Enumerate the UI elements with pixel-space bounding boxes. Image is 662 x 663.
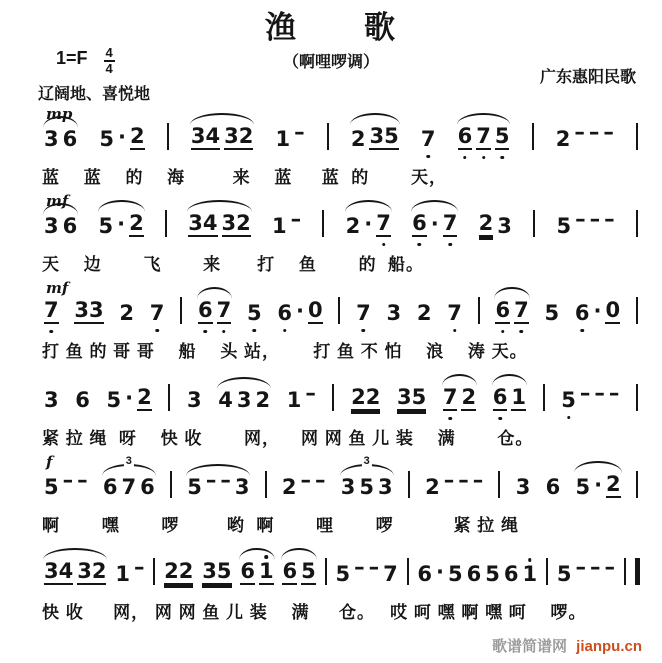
note-token: 7 bbox=[476, 124, 491, 148]
note-token: 3 bbox=[378, 475, 393, 499]
notes-row bbox=[42, 280, 640, 324]
note-token: – bbox=[77, 468, 88, 492]
note-token: 22 bbox=[351, 385, 381, 409]
note-token: 3 bbox=[340, 475, 356, 499]
note-token: 6 bbox=[282, 559, 298, 583]
note-token: · bbox=[118, 125, 126, 149]
note-token: · bbox=[430, 212, 439, 236]
slur-group bbox=[456, 126, 512, 150]
slur-group bbox=[42, 216, 79, 237]
barline bbox=[543, 384, 545, 411]
note-group bbox=[542, 303, 561, 324]
notes-row bbox=[42, 454, 640, 498]
note-token: 0 bbox=[307, 298, 323, 322]
slur-group bbox=[349, 126, 401, 150]
subtitle: （啊哩啰调） bbox=[282, 54, 379, 71]
note-token: 2 bbox=[461, 385, 477, 409]
note-token: 3 bbox=[44, 388, 59, 412]
slur-group bbox=[216, 390, 272, 411]
note-token: 22 bbox=[164, 559, 194, 583]
triplet-group bbox=[101, 455, 157, 499]
note-token: 5 bbox=[494, 124, 510, 148]
note-token: 5 bbox=[187, 475, 202, 499]
dynamic-marking: mp bbox=[46, 105, 73, 123]
lyrics-row: 天 边 飞 来 打 鱼 的 船。 bbox=[42, 255, 425, 274]
note-token: 2 bbox=[281, 475, 297, 499]
note-token: 6 bbox=[75, 388, 90, 412]
note-token: – bbox=[133, 555, 145, 579]
notes-row bbox=[42, 541, 640, 585]
note-token: · bbox=[125, 386, 134, 410]
note-token: 2 bbox=[137, 385, 152, 409]
barline bbox=[338, 297, 340, 324]
barline bbox=[478, 297, 480, 324]
note-token: 1 bbox=[272, 214, 287, 238]
note-token: – bbox=[305, 381, 316, 405]
note-token: – bbox=[589, 555, 601, 579]
note-token: – bbox=[300, 468, 312, 492]
note-token: 1 bbox=[275, 127, 291, 151]
slur-group bbox=[42, 129, 79, 150]
note-token: 35 bbox=[202, 559, 232, 583]
note-group bbox=[573, 300, 622, 324]
note-token: – bbox=[604, 207, 615, 231]
slur-group bbox=[410, 213, 459, 237]
lyrics-row: 快 收 网， 网 网 鱼 儿 装 满 仓。 哎 呵 嘿 啊 嘿 呵 啰。 bbox=[42, 603, 587, 622]
note-token: 7 bbox=[216, 298, 232, 322]
note-token: 5 bbox=[106, 388, 122, 412]
note-token: 6 bbox=[495, 298, 511, 322]
barline bbox=[636, 297, 638, 324]
tempo-marking: 辽阔地、喜悦地 bbox=[38, 86, 151, 103]
note-token: · bbox=[593, 299, 602, 323]
slur-group bbox=[185, 468, 251, 499]
note-group bbox=[554, 120, 616, 151]
lyrics-row: 紧 拉 绳 呀 快 收 网， 网 网 鱼 儿 装 满 仓。 bbox=[42, 429, 534, 448]
note-token: · bbox=[436, 560, 445, 584]
dynamic-marking: f bbox=[46, 453, 53, 471]
score-line bbox=[42, 367, 640, 454]
note-token: 34 bbox=[44, 559, 74, 583]
note-token: 34 bbox=[188, 211, 218, 235]
note-token: 3 bbox=[186, 388, 202, 412]
note-token: 2 bbox=[129, 124, 145, 148]
barline bbox=[636, 123, 638, 150]
note-token: 4 bbox=[218, 388, 233, 412]
note-token: 5 bbox=[335, 562, 351, 586]
note-token: 2 bbox=[416, 301, 432, 325]
note-token: 6 bbox=[466, 562, 482, 586]
note-group bbox=[555, 555, 617, 586]
note-token: 6 bbox=[492, 385, 508, 409]
song-credit: 广东惠阳民歌 bbox=[539, 69, 636, 86]
barline bbox=[170, 471, 172, 498]
slur-group bbox=[97, 213, 146, 237]
note-token: 5 bbox=[359, 475, 375, 499]
dynamic-marking: mf bbox=[46, 279, 69, 297]
note-group bbox=[415, 303, 434, 324]
note-token: 7 bbox=[376, 211, 391, 235]
note-token: · bbox=[364, 212, 373, 236]
note-token: – bbox=[579, 381, 591, 405]
note-group bbox=[200, 561, 233, 585]
note-token: 6 bbox=[412, 211, 427, 235]
note-group bbox=[445, 303, 464, 324]
note-group bbox=[333, 555, 399, 586]
note-token: – bbox=[575, 207, 586, 231]
watermark-site-name: 歌谱简谱网 bbox=[491, 638, 567, 655]
note-group bbox=[273, 120, 306, 151]
note-group bbox=[245, 303, 264, 324]
note-token: – bbox=[290, 207, 302, 231]
note-token: 5 bbox=[246, 301, 262, 325]
slur-group bbox=[196, 300, 233, 324]
note-token: 6 bbox=[240, 559, 255, 583]
score-line bbox=[42, 193, 640, 280]
note-token: 1 bbox=[522, 562, 538, 586]
note-token: 5 bbox=[556, 562, 572, 586]
note-token: 7 bbox=[442, 385, 458, 409]
note-token: 6 bbox=[62, 214, 78, 238]
note-token: 7 bbox=[442, 211, 458, 235]
note-token: 5 bbox=[448, 562, 463, 586]
note-group bbox=[423, 468, 485, 499]
barline bbox=[546, 558, 548, 585]
note-group bbox=[419, 129, 438, 150]
note-token: 7 bbox=[44, 298, 59, 322]
note-token: 35 bbox=[396, 385, 427, 409]
barline bbox=[332, 384, 334, 411]
note-token: 6 bbox=[277, 301, 292, 325]
note-token: 6 bbox=[102, 475, 118, 499]
score-line bbox=[42, 280, 640, 367]
note-token: – bbox=[458, 468, 469, 492]
slur-group bbox=[493, 300, 530, 324]
note-token: 2 bbox=[425, 475, 440, 499]
barline bbox=[153, 558, 155, 585]
slur-group bbox=[491, 387, 528, 411]
note-token: · bbox=[117, 212, 126, 236]
slur-group bbox=[238, 561, 275, 585]
note-group bbox=[42, 300, 61, 324]
note-token: 1 bbox=[115, 562, 130, 586]
note-token: 2 bbox=[119, 301, 135, 325]
note-group bbox=[42, 468, 90, 499]
note-token: 3 bbox=[386, 301, 402, 325]
lyrics-row: 蓝 蓝 的 海 来 蓝 蓝 的 天， bbox=[42, 168, 447, 187]
note-token: 5 bbox=[44, 475, 59, 499]
watermark bbox=[492, 635, 642, 656]
note-group bbox=[385, 303, 404, 324]
note-token: 3 bbox=[497, 214, 512, 238]
note-token: 5 bbox=[561, 388, 576, 412]
note-group bbox=[514, 477, 533, 498]
triplet-number: 3 bbox=[125, 455, 132, 467]
note-token: 7 bbox=[356, 301, 371, 325]
note-group bbox=[185, 390, 204, 411]
note-token: 6 bbox=[140, 475, 155, 499]
note-token: – bbox=[472, 468, 484, 492]
note-token: · bbox=[594, 473, 603, 497]
note-token: · bbox=[295, 299, 304, 323]
notes-row bbox=[42, 367, 640, 411]
note-group bbox=[477, 213, 514, 237]
watermark-site-url: jianpu.cn bbox=[576, 638, 642, 655]
note-token: – bbox=[443, 468, 455, 492]
score-line bbox=[42, 541, 640, 628]
note-token: 1 bbox=[511, 385, 526, 409]
note-token: – bbox=[608, 381, 620, 405]
note-token: 6 bbox=[417, 562, 433, 586]
barline bbox=[532, 123, 534, 150]
note-token: – bbox=[574, 120, 585, 144]
triplet-group bbox=[339, 455, 395, 499]
note-token: – bbox=[315, 468, 326, 492]
note-token: 6 bbox=[197, 298, 213, 322]
note-token: – bbox=[588, 120, 600, 144]
note-group bbox=[544, 477, 563, 498]
barline bbox=[533, 210, 535, 237]
note-token: 6 bbox=[545, 475, 561, 499]
note-token: – bbox=[294, 120, 305, 144]
note-token: 7 bbox=[514, 298, 529, 322]
note-token: – bbox=[604, 555, 615, 579]
note-token: 1 bbox=[258, 559, 274, 583]
note-group bbox=[42, 390, 61, 411]
note-token: 32 bbox=[224, 124, 254, 148]
note-token: 7 bbox=[447, 301, 462, 325]
note-group bbox=[280, 468, 328, 499]
barline bbox=[408, 471, 410, 498]
note-token: 35 bbox=[369, 124, 399, 148]
note-token: 6 bbox=[503, 562, 519, 586]
slur-group bbox=[186, 213, 252, 237]
note-token: 3 bbox=[234, 475, 250, 499]
page-title: 渔 歌 bbox=[265, 10, 397, 45]
note-group bbox=[162, 561, 195, 585]
note-token: 7 bbox=[121, 475, 137, 499]
barline bbox=[180, 297, 182, 324]
note-token: – bbox=[603, 120, 614, 144]
barline bbox=[322, 210, 324, 237]
note-token: 6 bbox=[457, 124, 473, 148]
barline bbox=[265, 471, 267, 498]
note-token: 33 bbox=[74, 298, 104, 322]
note-token: 5 bbox=[544, 301, 560, 325]
note-token: 5 bbox=[556, 214, 572, 238]
note-token: 2 bbox=[478, 211, 494, 235]
note-token: 5 bbox=[98, 214, 114, 238]
note-group bbox=[117, 303, 136, 324]
note-token: – bbox=[594, 381, 605, 405]
note-group bbox=[72, 300, 105, 324]
note-token: 32 bbox=[77, 559, 107, 583]
note-token: 2 bbox=[555, 127, 571, 151]
lyrics-row: 打 鱼 的 哥 哥 船 头 站， 打 鱼 不 怕 浪 涛 天。 bbox=[42, 342, 528, 361]
barline bbox=[636, 471, 638, 498]
barline bbox=[498, 471, 500, 498]
time-signature-numerator: 4 bbox=[105, 45, 113, 60]
key-signature: 1=F bbox=[56, 48, 88, 69]
note-group bbox=[285, 381, 318, 412]
barline bbox=[165, 210, 167, 237]
note-token: 6 bbox=[574, 301, 590, 325]
note-group bbox=[354, 303, 373, 324]
note-token: 2 bbox=[255, 388, 271, 412]
barline bbox=[636, 384, 638, 411]
notes-row bbox=[42, 193, 640, 237]
note-group bbox=[275, 300, 324, 324]
note-token: – bbox=[575, 555, 586, 579]
score-line bbox=[42, 106, 640, 193]
note-group bbox=[395, 387, 428, 411]
note-token: 2 bbox=[606, 472, 621, 496]
note-group bbox=[97, 126, 146, 150]
barline bbox=[168, 384, 170, 411]
note-token: – bbox=[205, 468, 217, 492]
note-token: 1 bbox=[286, 388, 302, 412]
note-token: 2 bbox=[350, 127, 366, 151]
note-token: 2 bbox=[129, 211, 144, 235]
score bbox=[42, 106, 640, 628]
note-token: 7 bbox=[383, 562, 398, 586]
barline bbox=[407, 558, 409, 585]
notes-row bbox=[42, 106, 640, 150]
note-token: 5 bbox=[301, 559, 316, 583]
time-signature-denominator: 4 bbox=[105, 60, 113, 76]
note-token: 0 bbox=[605, 298, 621, 322]
slur-group bbox=[344, 213, 393, 237]
barline bbox=[167, 123, 169, 150]
slur-group bbox=[42, 561, 108, 585]
note-token: 3 bbox=[236, 388, 252, 412]
note-token: – bbox=[589, 207, 601, 231]
score-line bbox=[42, 454, 640, 541]
slur-group bbox=[280, 561, 317, 585]
note-group bbox=[415, 560, 539, 586]
final-barline bbox=[624, 558, 640, 585]
note-group bbox=[73, 390, 92, 411]
barline bbox=[327, 123, 329, 150]
note-token: 3 bbox=[44, 127, 59, 151]
note-group bbox=[270, 207, 303, 238]
dynamic-marking: mf bbox=[46, 192, 69, 210]
note-token: 3 bbox=[44, 214, 59, 238]
note-token: 6 bbox=[62, 127, 78, 151]
note-token: 7 bbox=[149, 301, 165, 325]
note-token: 5 bbox=[575, 475, 591, 499]
note-group bbox=[113, 555, 146, 586]
note-token: 32 bbox=[221, 211, 251, 235]
note-group bbox=[559, 381, 621, 412]
note-token: 7 bbox=[420, 127, 436, 151]
slur-group bbox=[189, 126, 255, 150]
note-group bbox=[554, 207, 616, 238]
barline bbox=[325, 558, 327, 585]
note-group bbox=[349, 387, 382, 411]
note-token: – bbox=[220, 468, 231, 492]
note-group bbox=[105, 387, 154, 411]
note-token: 5 bbox=[485, 562, 500, 586]
lyrics-row: 啊 嘿 啰 哟 啊 哩 啰 紧 拉 绳 bbox=[42, 516, 519, 535]
slur-group bbox=[573, 474, 622, 498]
note-token: 34 bbox=[190, 124, 221, 148]
note-token: 5 bbox=[99, 127, 114, 151]
triplet-number: 3 bbox=[363, 455, 370, 467]
note-token: – bbox=[62, 468, 74, 492]
note-group bbox=[148, 303, 167, 324]
note-token: – bbox=[368, 555, 380, 579]
slur-group bbox=[441, 387, 478, 411]
note-token: 3 bbox=[515, 475, 531, 499]
note-token: – bbox=[354, 555, 365, 579]
barline bbox=[636, 210, 638, 237]
note-token: 2 bbox=[345, 214, 361, 238]
